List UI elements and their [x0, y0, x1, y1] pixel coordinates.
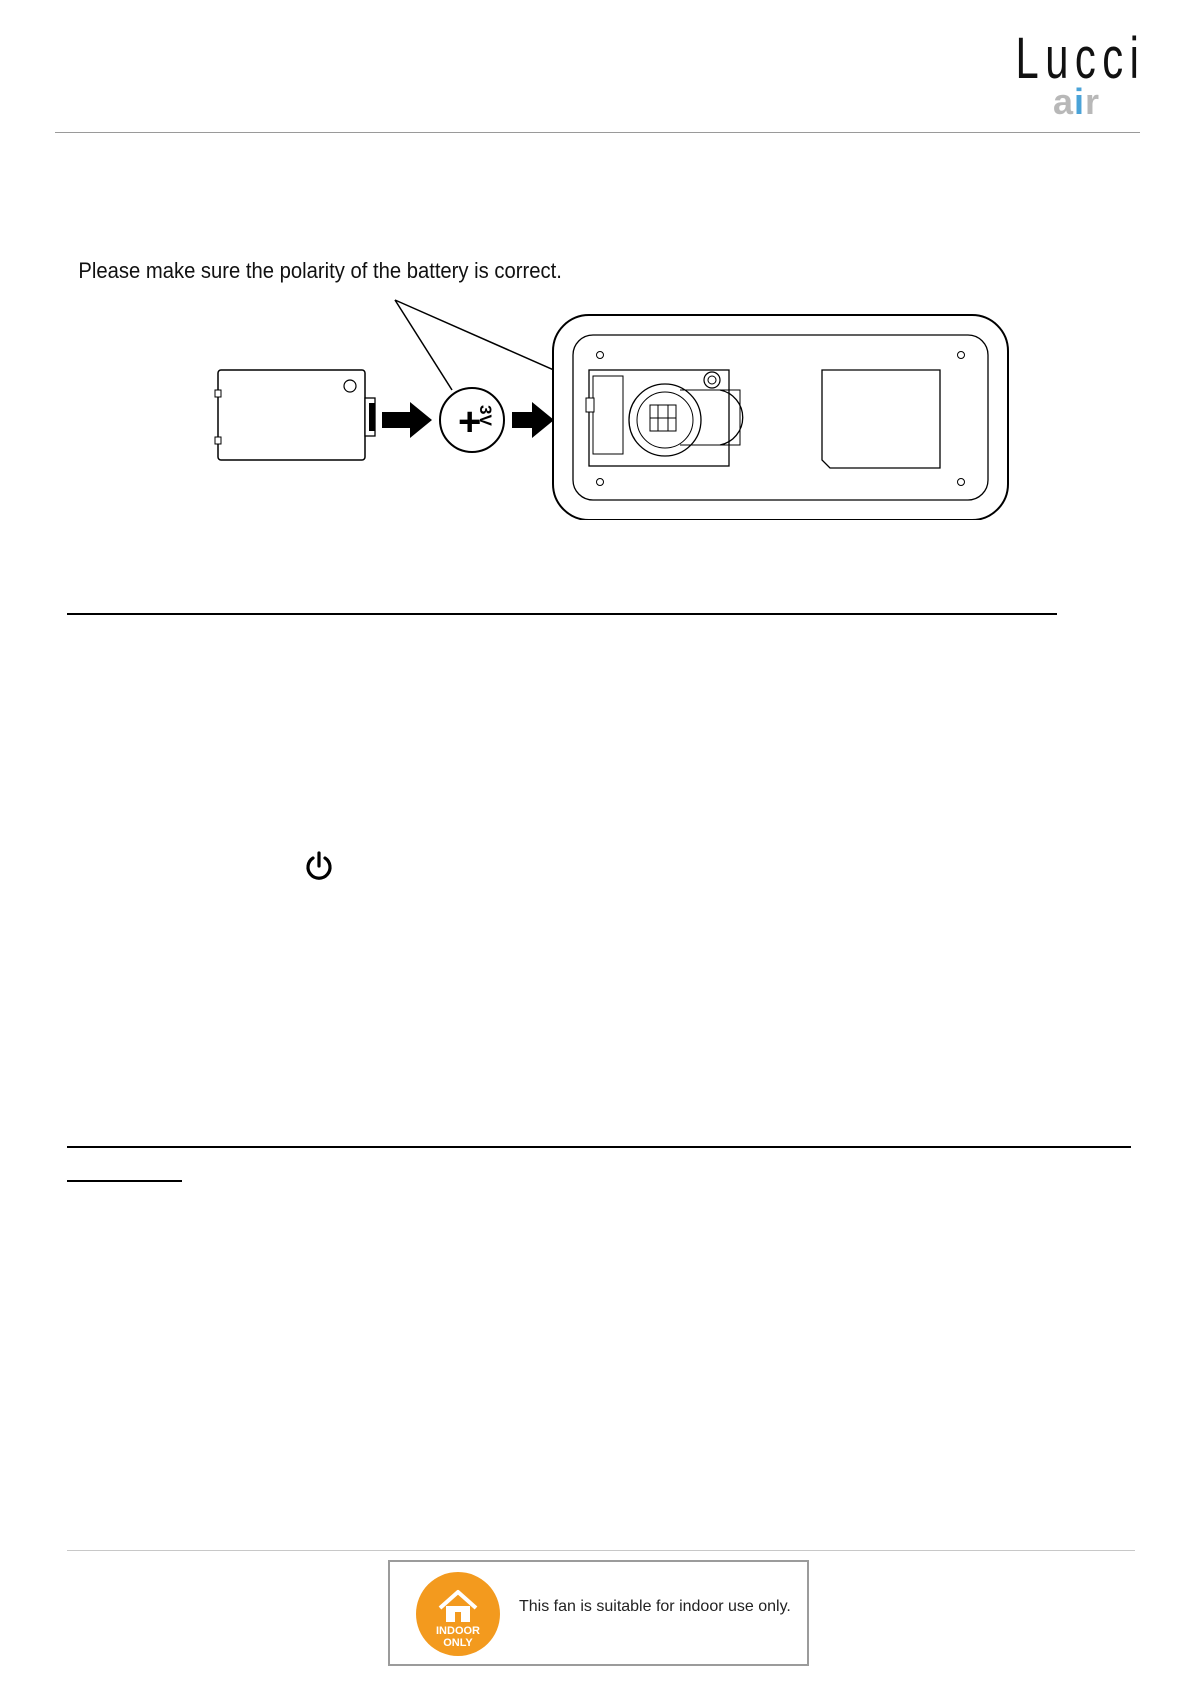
coin-battery	[440, 388, 504, 452]
pointer-line-left	[395, 300, 452, 390]
section-divider-1	[67, 613, 1057, 615]
logo-sub-text: air	[1053, 81, 1101, 122]
only-label: ONLY	[443, 1637, 473, 1649]
footer-divider	[67, 1550, 1135, 1551]
label-plate	[822, 370, 940, 468]
house-icon	[416, 1572, 500, 1656]
battery-cover	[215, 370, 375, 460]
indoor-only-icon	[416, 1572, 500, 1656]
logo-brand-text: Lucci	[1015, 26, 1145, 91]
arrow-right-1	[382, 402, 432, 438]
polarity-caption: Please make sure the polarity of the battery is correct.	[78, 259, 562, 284]
arrow-right-2	[512, 402, 554, 438]
header-divider	[55, 132, 1140, 133]
section-heading-underline	[67, 1180, 182, 1182]
remote-control-back	[553, 315, 1008, 520]
battery-installation-diagram	[60, 240, 1020, 520]
lucci-air-logo	[1010, 26, 1145, 125]
section-divider-2	[67, 1146, 1131, 1148]
indoor-only-text: This fan is suitable for indoor use only.	[519, 1598, 791, 1615]
power-icon	[303, 850, 335, 882]
battery-plus-sign: +	[458, 400, 482, 444]
indoor-only-notice	[388, 1560, 809, 1666]
indoor-label: INDOOR	[436, 1625, 480, 1637]
battery-voltage-label: 3V	[476, 405, 495, 426]
